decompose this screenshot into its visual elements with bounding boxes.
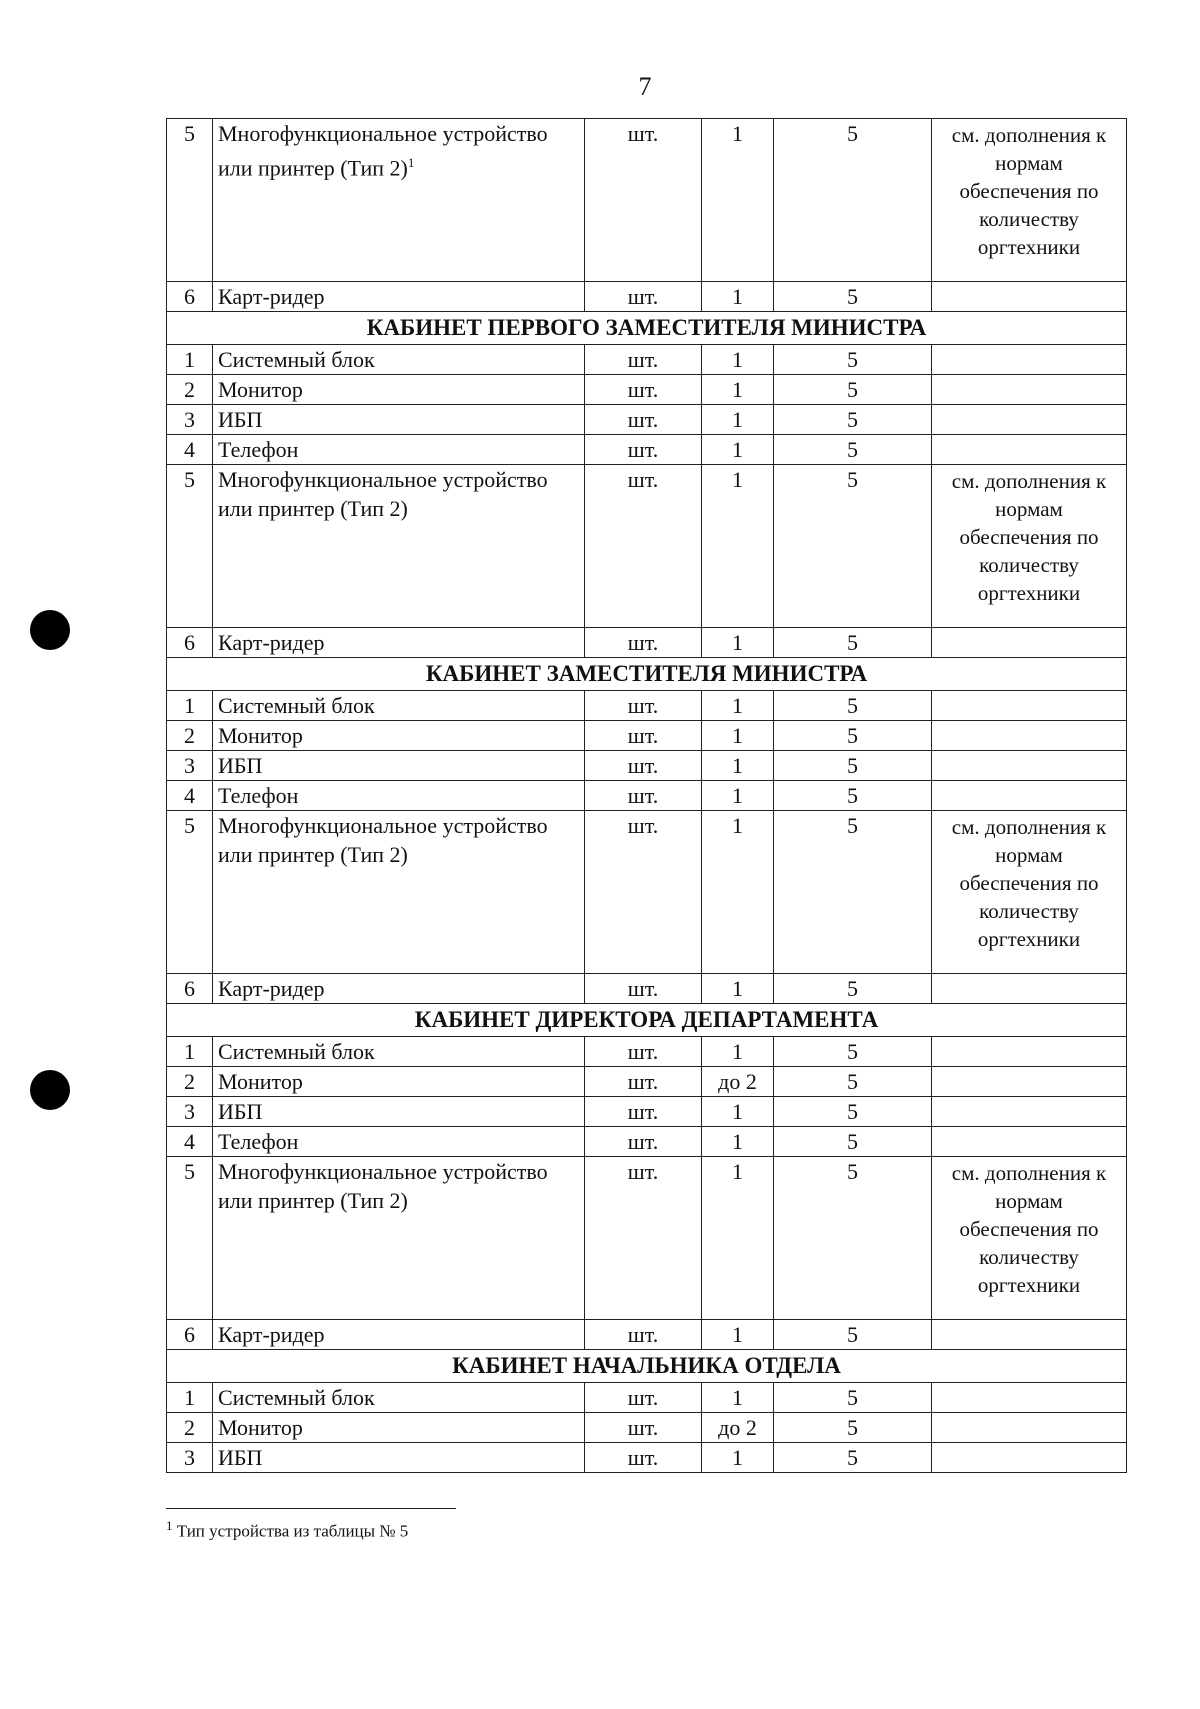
footnote-divider — [166, 1508, 456, 1509]
row-number: 1 — [167, 1037, 213, 1067]
table-row — [167, 751, 1127, 781]
item-note — [932, 1413, 1127, 1443]
item-service-life: 5 — [774, 345, 932, 375]
item-name: Монитор — [213, 721, 585, 751]
item-unit: шт. — [585, 1097, 702, 1127]
table-row — [167, 119, 1127, 282]
row-number: 2 — [167, 375, 213, 405]
item-note: см. дополнения к нормам обеспечения по количеству оргтехники — [932, 465, 1127, 628]
item-note — [932, 1067, 1127, 1097]
item-quantity: до 2 — [702, 1413, 774, 1443]
item-service-life: 5 — [774, 375, 932, 405]
item-service-life: 5 — [774, 721, 932, 751]
item-note — [932, 1383, 1127, 1413]
item-note — [932, 375, 1127, 405]
item-name: Карт-ридер — [213, 628, 585, 658]
item-note — [932, 1127, 1127, 1157]
item-quantity: 1 — [702, 119, 774, 282]
table-row — [167, 345, 1127, 375]
row-number: 3 — [167, 1097, 213, 1127]
table-row — [167, 1097, 1127, 1127]
table-row — [167, 721, 1127, 751]
footnote — [166, 1518, 408, 1542]
item-service-life: 5 — [774, 282, 932, 312]
item-quantity: 1 — [702, 721, 774, 751]
item-name: Монитор — [213, 375, 585, 405]
item-service-life: 5 — [774, 691, 932, 721]
row-number: 4 — [167, 781, 213, 811]
row-number: 3 — [167, 405, 213, 435]
item-service-life: 5 — [774, 811, 932, 974]
item-service-life: 5 — [774, 465, 932, 628]
item-unit: шт. — [585, 1067, 702, 1097]
table-row — [167, 811, 1127, 974]
row-number: 4 — [167, 1127, 213, 1157]
item-unit: шт. — [585, 1413, 702, 1443]
item-name: Телефон — [213, 781, 585, 811]
table-row — [167, 628, 1127, 658]
item-service-life: 5 — [774, 1097, 932, 1127]
item-unit: шт. — [585, 119, 702, 282]
table-row — [167, 1383, 1127, 1413]
section-title: КАБИНЕТ ПЕРВОГО ЗАМЕСТИТЕЛЯ МИНИСТРА — [167, 312, 1127, 345]
table-row — [167, 974, 1127, 1004]
item-unit: шт. — [585, 811, 702, 974]
item-unit: шт. — [585, 375, 702, 405]
item-quantity: 1 — [702, 1037, 774, 1067]
item-service-life: 5 — [774, 1443, 932, 1473]
item-service-life: 5 — [774, 1037, 932, 1067]
row-number: 6 — [167, 282, 213, 312]
item-unit: шт. — [585, 435, 702, 465]
item-name: Карт-ридер — [213, 974, 585, 1004]
item-name: ИБП — [213, 405, 585, 435]
table-row — [167, 282, 1127, 312]
item-service-life: 5 — [774, 1383, 932, 1413]
item-note — [932, 781, 1127, 811]
item-note: см. дополнения к нормам обеспечения по количеству оргтехники — [932, 1157, 1127, 1320]
punch-hole — [30, 610, 70, 650]
item-quantity: 1 — [702, 1443, 774, 1473]
row-number: 1 — [167, 345, 213, 375]
item-unit: шт. — [585, 405, 702, 435]
item-quantity: 1 — [702, 751, 774, 781]
item-name: Многофункциональное устройство или принтер (Тип 2) — [213, 811, 585, 974]
item-quantity: 1 — [702, 691, 774, 721]
row-number: 6 — [167, 628, 213, 658]
item-note — [932, 1037, 1127, 1067]
item-service-life: 5 — [774, 1413, 932, 1443]
item-note: см. дополнения к нормам обеспечения по количеству оргтехники — [932, 811, 1127, 974]
item-unit: шт. — [585, 751, 702, 781]
item-quantity: до 2 — [702, 1067, 774, 1097]
item-unit: шт. — [585, 1037, 702, 1067]
item-note — [932, 628, 1127, 658]
item-quantity: 1 — [702, 345, 774, 375]
item-name: Системный блок — [213, 691, 585, 721]
footnote-mark: 1 — [166, 1518, 173, 1533]
item-service-life: 5 — [774, 751, 932, 781]
item-note — [932, 435, 1127, 465]
row-number: 3 — [167, 1443, 213, 1473]
item-service-life: 5 — [774, 1157, 932, 1320]
item-name-text: Многофункциональное устройство или принтер (Тип 2) — [218, 121, 548, 181]
item-note — [932, 1097, 1127, 1127]
table-row — [167, 1320, 1127, 1350]
item-service-life: 5 — [774, 435, 932, 465]
item-unit: шт. — [585, 465, 702, 628]
item-service-life: 5 — [774, 119, 932, 282]
item-unit: шт. — [585, 1443, 702, 1473]
page-number: 7 — [638, 72, 652, 101]
item-note — [932, 721, 1127, 751]
item-unit: шт. — [585, 628, 702, 658]
item-quantity: 1 — [702, 628, 774, 658]
item-name: ИБП — [213, 1097, 585, 1127]
item-service-life: 5 — [774, 974, 932, 1004]
item-quantity: 1 — [702, 1383, 774, 1413]
table-row — [167, 781, 1127, 811]
item-quantity: 1 — [702, 1127, 774, 1157]
section-header-row — [167, 312, 1127, 345]
item-note — [932, 345, 1127, 375]
item-quantity: 1 — [702, 1157, 774, 1320]
item-name: ИБП — [213, 1443, 585, 1473]
punch-hole — [30, 1070, 70, 1110]
equipment-table — [166, 118, 1127, 1473]
row-number: 5 — [167, 811, 213, 974]
item-name: Карт-ридер — [213, 1320, 585, 1350]
row-number: 4 — [167, 435, 213, 465]
row-number: 2 — [167, 1067, 213, 1097]
row-number: 5 — [167, 119, 213, 282]
item-note — [932, 1320, 1127, 1350]
item-name: Телефон — [213, 1127, 585, 1157]
item-unit: шт. — [585, 1320, 702, 1350]
item-unit: шт. — [585, 282, 702, 312]
item-quantity: 1 — [702, 781, 774, 811]
item-quantity: 1 — [702, 375, 774, 405]
item-note — [932, 1443, 1127, 1473]
item-unit: шт. — [585, 1383, 702, 1413]
item-unit: шт. — [585, 781, 702, 811]
item-name: ИБП — [213, 751, 585, 781]
table-row — [167, 375, 1127, 405]
table-row — [167, 691, 1127, 721]
item-quantity: 1 — [702, 1320, 774, 1350]
item-name: Телефон — [213, 435, 585, 465]
item-note — [932, 974, 1127, 1004]
item-note — [932, 282, 1127, 312]
item-unit: шт. — [585, 721, 702, 751]
item-service-life: 5 — [774, 1067, 932, 1097]
section-header-row — [167, 658, 1127, 691]
section-title: КАБИНЕТ ЗАМЕСТИТЕЛЯ МИНИСТРА — [167, 658, 1127, 691]
item-quantity: 1 — [702, 435, 774, 465]
item-unit: шт. — [585, 1157, 702, 1320]
item-note — [932, 405, 1127, 435]
table-row — [167, 1037, 1127, 1067]
item-quantity: 1 — [702, 811, 774, 974]
item-name: Многофункциональное устройство или принтер (Тип 2) — [213, 465, 585, 628]
item-name: Многофункциональное устройство или принтер (Тип 2) — [213, 1157, 585, 1320]
table-row — [167, 1413, 1127, 1443]
section-header-row — [167, 1350, 1127, 1383]
item-name: Монитор — [213, 1413, 585, 1443]
item-service-life: 5 — [774, 1320, 932, 1350]
row-number: 5 — [167, 465, 213, 628]
item-quantity: 1 — [702, 1097, 774, 1127]
item-name: Системный блок — [213, 345, 585, 375]
row-number: 6 — [167, 1320, 213, 1350]
item-service-life: 5 — [774, 405, 932, 435]
item-service-life: 5 — [774, 628, 932, 658]
row-number: 2 — [167, 1413, 213, 1443]
section-header-row — [167, 1004, 1127, 1037]
item-note: см. дополнения к нормам обеспечения по количеству оргтехники — [932, 119, 1127, 282]
item-quantity: 1 — [702, 465, 774, 628]
row-number: 1 — [167, 691, 213, 721]
item-service-life: 5 — [774, 781, 932, 811]
row-number: 3 — [167, 751, 213, 781]
item-name: Системный блок — [213, 1383, 585, 1413]
item-quantity: 1 — [702, 282, 774, 312]
equipment-table-body — [167, 119, 1127, 1473]
item-name: Системный блок — [213, 1037, 585, 1067]
table-row — [167, 405, 1127, 435]
item-note — [932, 691, 1127, 721]
item-unit: шт. — [585, 345, 702, 375]
row-number: 5 — [167, 1157, 213, 1320]
item-name: Карт-ридер — [213, 282, 585, 312]
item-name — [213, 119, 585, 282]
item-service-life: 5 — [774, 1127, 932, 1157]
section-title: КАБИНЕТ ДИРЕКТОРА ДЕПАРТАМЕНТА — [167, 1004, 1127, 1037]
item-name: Монитор — [213, 1067, 585, 1097]
row-number: 1 — [167, 1383, 213, 1413]
item-quantity: 1 — [702, 405, 774, 435]
table-row — [167, 1067, 1127, 1097]
item-unit: шт. — [585, 974, 702, 1004]
item-unit: шт. — [585, 691, 702, 721]
item-quantity: 1 — [702, 974, 774, 1004]
table-row — [167, 435, 1127, 465]
section-title: КАБИНЕТ НАЧАЛЬНИКА ОТДЕЛА — [167, 1350, 1127, 1383]
table-row — [167, 465, 1127, 628]
row-number: 6 — [167, 974, 213, 1004]
table-row — [167, 1127, 1127, 1157]
item-note — [932, 751, 1127, 781]
table-row — [167, 1443, 1127, 1473]
table-row — [167, 1157, 1127, 1320]
footnote-reference: 1 — [407, 155, 415, 170]
item-unit: шт. — [585, 1127, 702, 1157]
row-number: 2 — [167, 721, 213, 751]
footnote-text: Тип устройства из таблицы № 5 — [176, 1521, 409, 1541]
